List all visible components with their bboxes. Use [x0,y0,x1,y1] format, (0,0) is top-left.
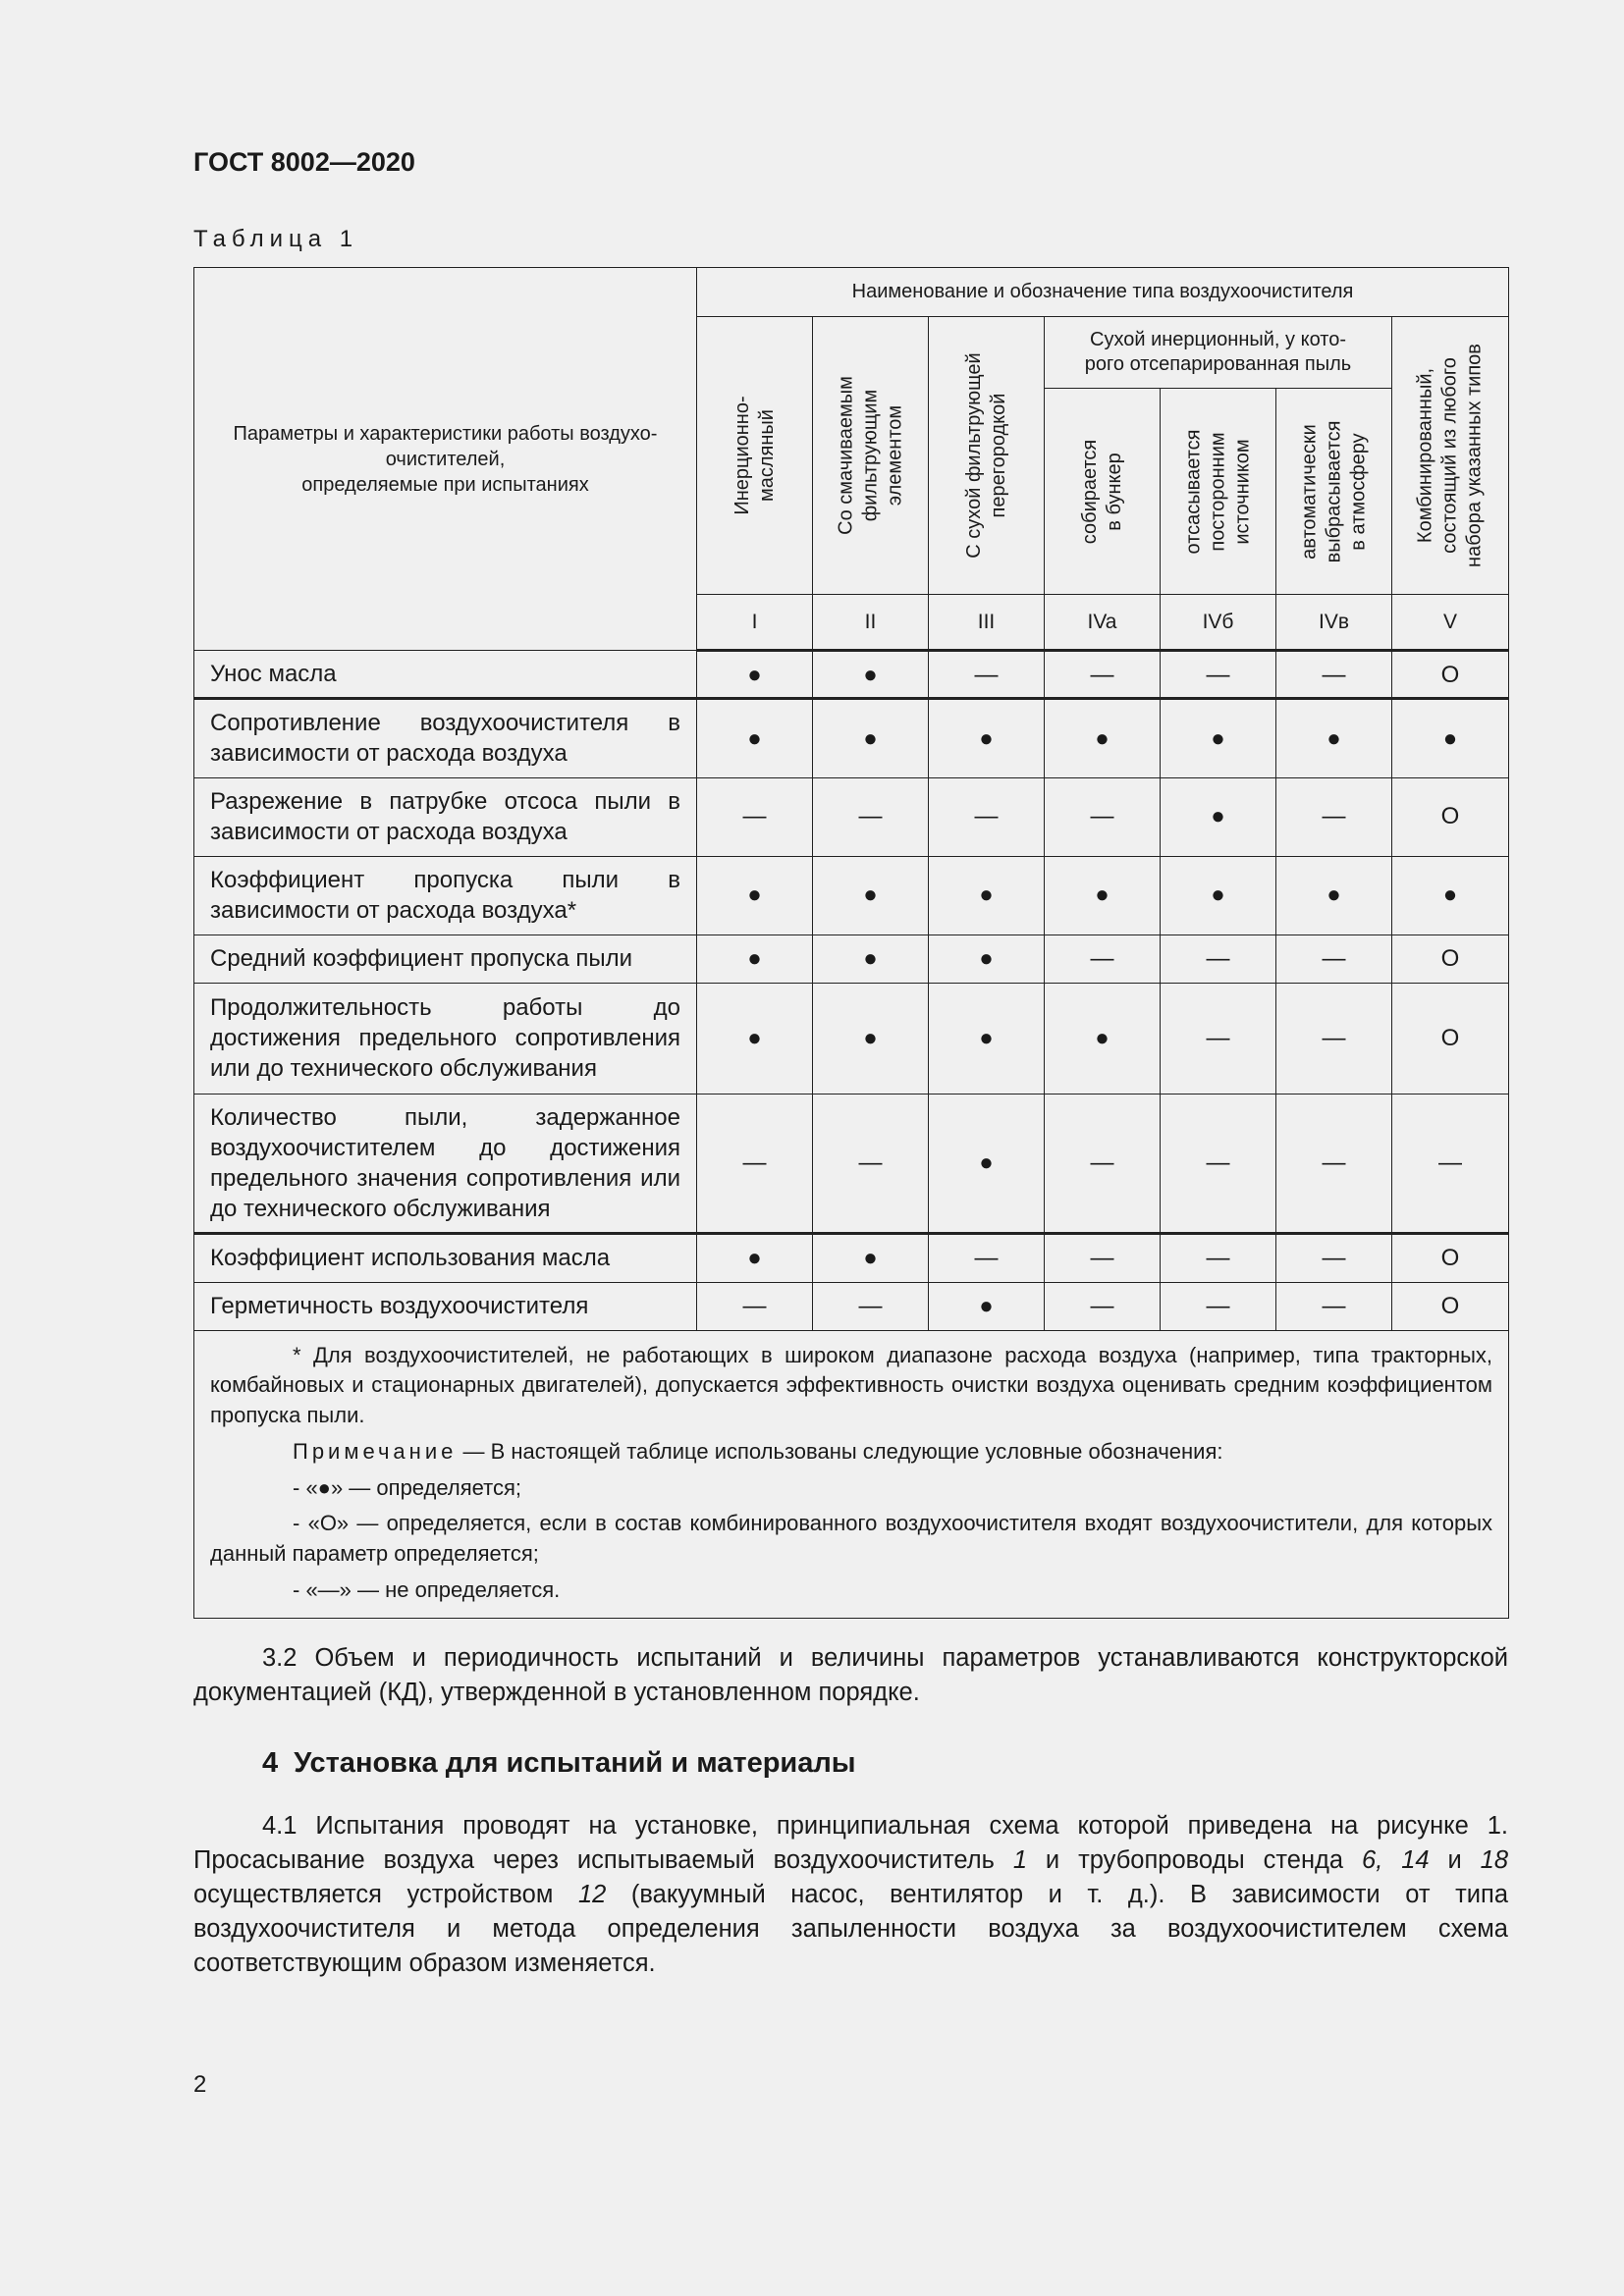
mark-cell: О [1392,934,1509,983]
col-header-V: Комбинированный, состоящий из любого набора указанных типов [1392,317,1509,595]
row-label: Разрежение в патрубке отсоса пыли в зависимости от расхода воздуха [194,777,697,856]
row-label: Продолжительность работы до достижения предельного сопротивления или до технического обслуживания [194,983,697,1094]
params-column-header: Параметры и характеристики работы воздухо- очистителей, определяемые при испытаниях [194,268,697,651]
mark-cell: — [1161,651,1276,699]
table-notes [194,1330,1509,1618]
mark-cell: ● [929,1282,1045,1330]
legend-item: - «●» — определяется; [293,1474,522,1500]
section-heading [262,1747,856,1780]
mark-cell: ● [1392,856,1509,934]
parameters-table [193,267,1509,1619]
col-header-III: С сухой фильтрующей перегородкой [929,317,1045,595]
document-code: ГОСТ 8002—2020 [193,147,415,177]
table-caption: Таблица 1 [193,226,359,252]
mark-cell: ● [697,983,813,1094]
mark-cell: ● [697,651,813,699]
text-run: и трубопроводы стенда [1027,1845,1363,1874]
mark-cell: О [1392,777,1509,856]
col-header-IVv: автоматически выбрасывается в атмосферу [1276,389,1392,595]
mark-cell: — [697,777,813,856]
mark-cell: ● [1045,983,1161,1094]
table-row [194,856,1509,934]
col-header-II: Со смачиваемым фильтрующим элементом [813,317,929,595]
numeral-V: V [1392,595,1509,651]
mark-cell: — [1045,1282,1161,1330]
numeral-IVb: IVб [1161,595,1276,651]
mark-cell: — [1045,651,1161,699]
mark-cell: ● [1161,777,1276,856]
mark-cell: ● [813,1234,929,1282]
col-header-I: Инерционно- масляный [697,317,813,595]
mark-cell: ● [813,651,929,699]
mark-cell: — [1161,1282,1276,1330]
mark-cell: — [813,777,929,856]
mark-cell: — [813,1094,929,1234]
mark-cell: ● [697,856,813,934]
mark-cell: ● [1161,856,1276,934]
mark-cell: — [1276,934,1392,983]
table-row [194,1234,1509,1282]
mark-cell: — [697,1094,813,1234]
text-run: и [1429,1845,1481,1874]
mark-cell: ● [813,934,929,983]
table-row [194,1094,1509,1234]
mark-cell: О [1392,651,1509,699]
numeral-I: I [697,595,813,651]
mark-cell: ● [1276,856,1392,934]
mark-cell: — [813,1282,929,1330]
mark-cell: ● [1045,699,1161,777]
mark-cell: — [1045,934,1161,983]
numeral-III: III [929,595,1045,651]
table-row [194,699,1509,777]
type-group-header: Наименование и обозначение типа воздухоочистителя [697,268,1509,317]
col-header-IVb: отсасывается посторонним источником [1161,389,1276,595]
footnote: * Для воздухоочистителей, не работающих в широком диапазоне расхода воздуха (например, типа тракторных, комбайновых и стационарных двигателей), допускается эффективность очистки воздуха оценивать средним коэффициентом пропуска пыли. [210,1342,1493,1428]
mark-cell: ● [929,934,1045,983]
row-label: Количество пыли, задержанное воздухоочистителем до достижения предельного значения сопротивления или до технического обслуживания [194,1094,697,1234]
mark-cell: О [1392,983,1509,1094]
legend-item: - «—» — не определяется. [293,1577,561,1603]
note-text: — В настоящей таблице использованы следующие условные обозначения: [457,1438,1223,1464]
row-label: Сопротивление воздухоочистителя в зависимости от расхода воздуха [194,699,697,777]
mark-cell: — [1276,777,1392,856]
row-label: Коэффициент использования масла [194,1234,697,1282]
page-number: 2 [193,2071,207,2098]
mark-cell: — [1161,1094,1276,1234]
mark-cell: — [1045,777,1161,856]
mark-cell: ● [1276,699,1392,777]
table-row [194,983,1509,1094]
ref-number: 12 [577,1880,607,1908]
numeral-II: II [813,595,929,651]
text-run: осуществляется устройством [193,1880,578,1908]
mark-cell: ● [697,934,813,983]
ref-number: 18 [1480,1845,1509,1874]
note [210,1437,1492,1468]
mark-cell: — [929,1234,1045,1282]
legend-item: - «О» — определяется, если в состав комбинированного воздухоочистителя входят воздухоочистители, для которых данный параметр определяется; [210,1511,1493,1567]
numeral-IVa: IVa [1045,595,1161,651]
mark-cell: — [1276,1234,1392,1282]
mark-cell: — [1045,1094,1161,1234]
row-label: Унос масла [194,651,697,699]
text-run: 4.1 Испытания проводят на установке, принципиальная схема которой приведена на рисунке 1. Просасывание воздуха через испытываемый воздухоочиститель [193,1812,1508,1874]
dry-inertial-header: Сухой инерционный, у кото- рого отсепарированная пыль [1045,317,1392,389]
mark-cell: — [697,1282,813,1330]
mark-cell: ● [1161,699,1276,777]
note-label: Примечание [293,1438,458,1464]
mark-cell: ● [813,699,929,777]
mark-cell: О [1392,1234,1509,1282]
ref-number: 6, 14 [1362,1845,1430,1874]
mark-cell: — [1392,1094,1509,1234]
mark-cell: — [929,777,1045,856]
mark-cell: — [1276,1094,1392,1234]
col-header-IVa: собирается в бункер [1045,389,1161,595]
text-run: (вакуумный насос, вентилятор и т. д.). В зависимости от типа воздухоочистителя и метода определения запыленности воздуха за воздухоочистителем схема соответствующим образом изменяется. [193,1880,1508,1977]
paragraph-3-2: 3.2 Объем и периодичность испытаний и величины параметров устанавливаются конструкторской документацией (КД), утвержденной в установленном порядке. [193,1644,1508,1706]
mark-cell: — [1276,1282,1392,1330]
table-row [194,651,1509,699]
row-label: Средний коэффициент пропуска пыли [194,934,697,983]
mark-cell: — [1276,651,1392,699]
mark-cell: О [1392,1282,1509,1330]
section-number: 4 [262,1747,279,1779]
section-title: Установка для испытаний и материалы [294,1747,856,1779]
mark-cell: ● [1392,699,1509,777]
mark-cell: ● [697,1234,813,1282]
table-row [194,1282,1509,1330]
mark-cell: ● [813,856,929,934]
mark-cell: — [1045,1234,1161,1282]
table-row [194,934,1509,983]
mark-cell: ● [813,983,929,1094]
mark-cell: ● [929,856,1045,934]
mark-cell: — [1161,934,1276,983]
paragraph-4-1 [193,1809,1508,1981]
ref-number: 1 [1012,1845,1028,1874]
mark-cell: ● [929,983,1045,1094]
mark-cell: ● [697,699,813,777]
row-label: Герметичность воздухоочистителя [194,1282,697,1330]
table-row [194,777,1509,856]
mark-cell: — [1276,983,1392,1094]
mark-cell: — [1161,1234,1276,1282]
numeral-IVv: IVв [1276,595,1392,651]
mark-cell: — [1161,983,1276,1094]
row-label: Коэффициент пропуска пыли в зависимости от расхода воздуха* [194,856,697,934]
mark-cell: ● [929,1094,1045,1234]
mark-cell: ● [929,699,1045,777]
mark-cell: — [929,651,1045,699]
mark-cell: ● [1045,856,1161,934]
